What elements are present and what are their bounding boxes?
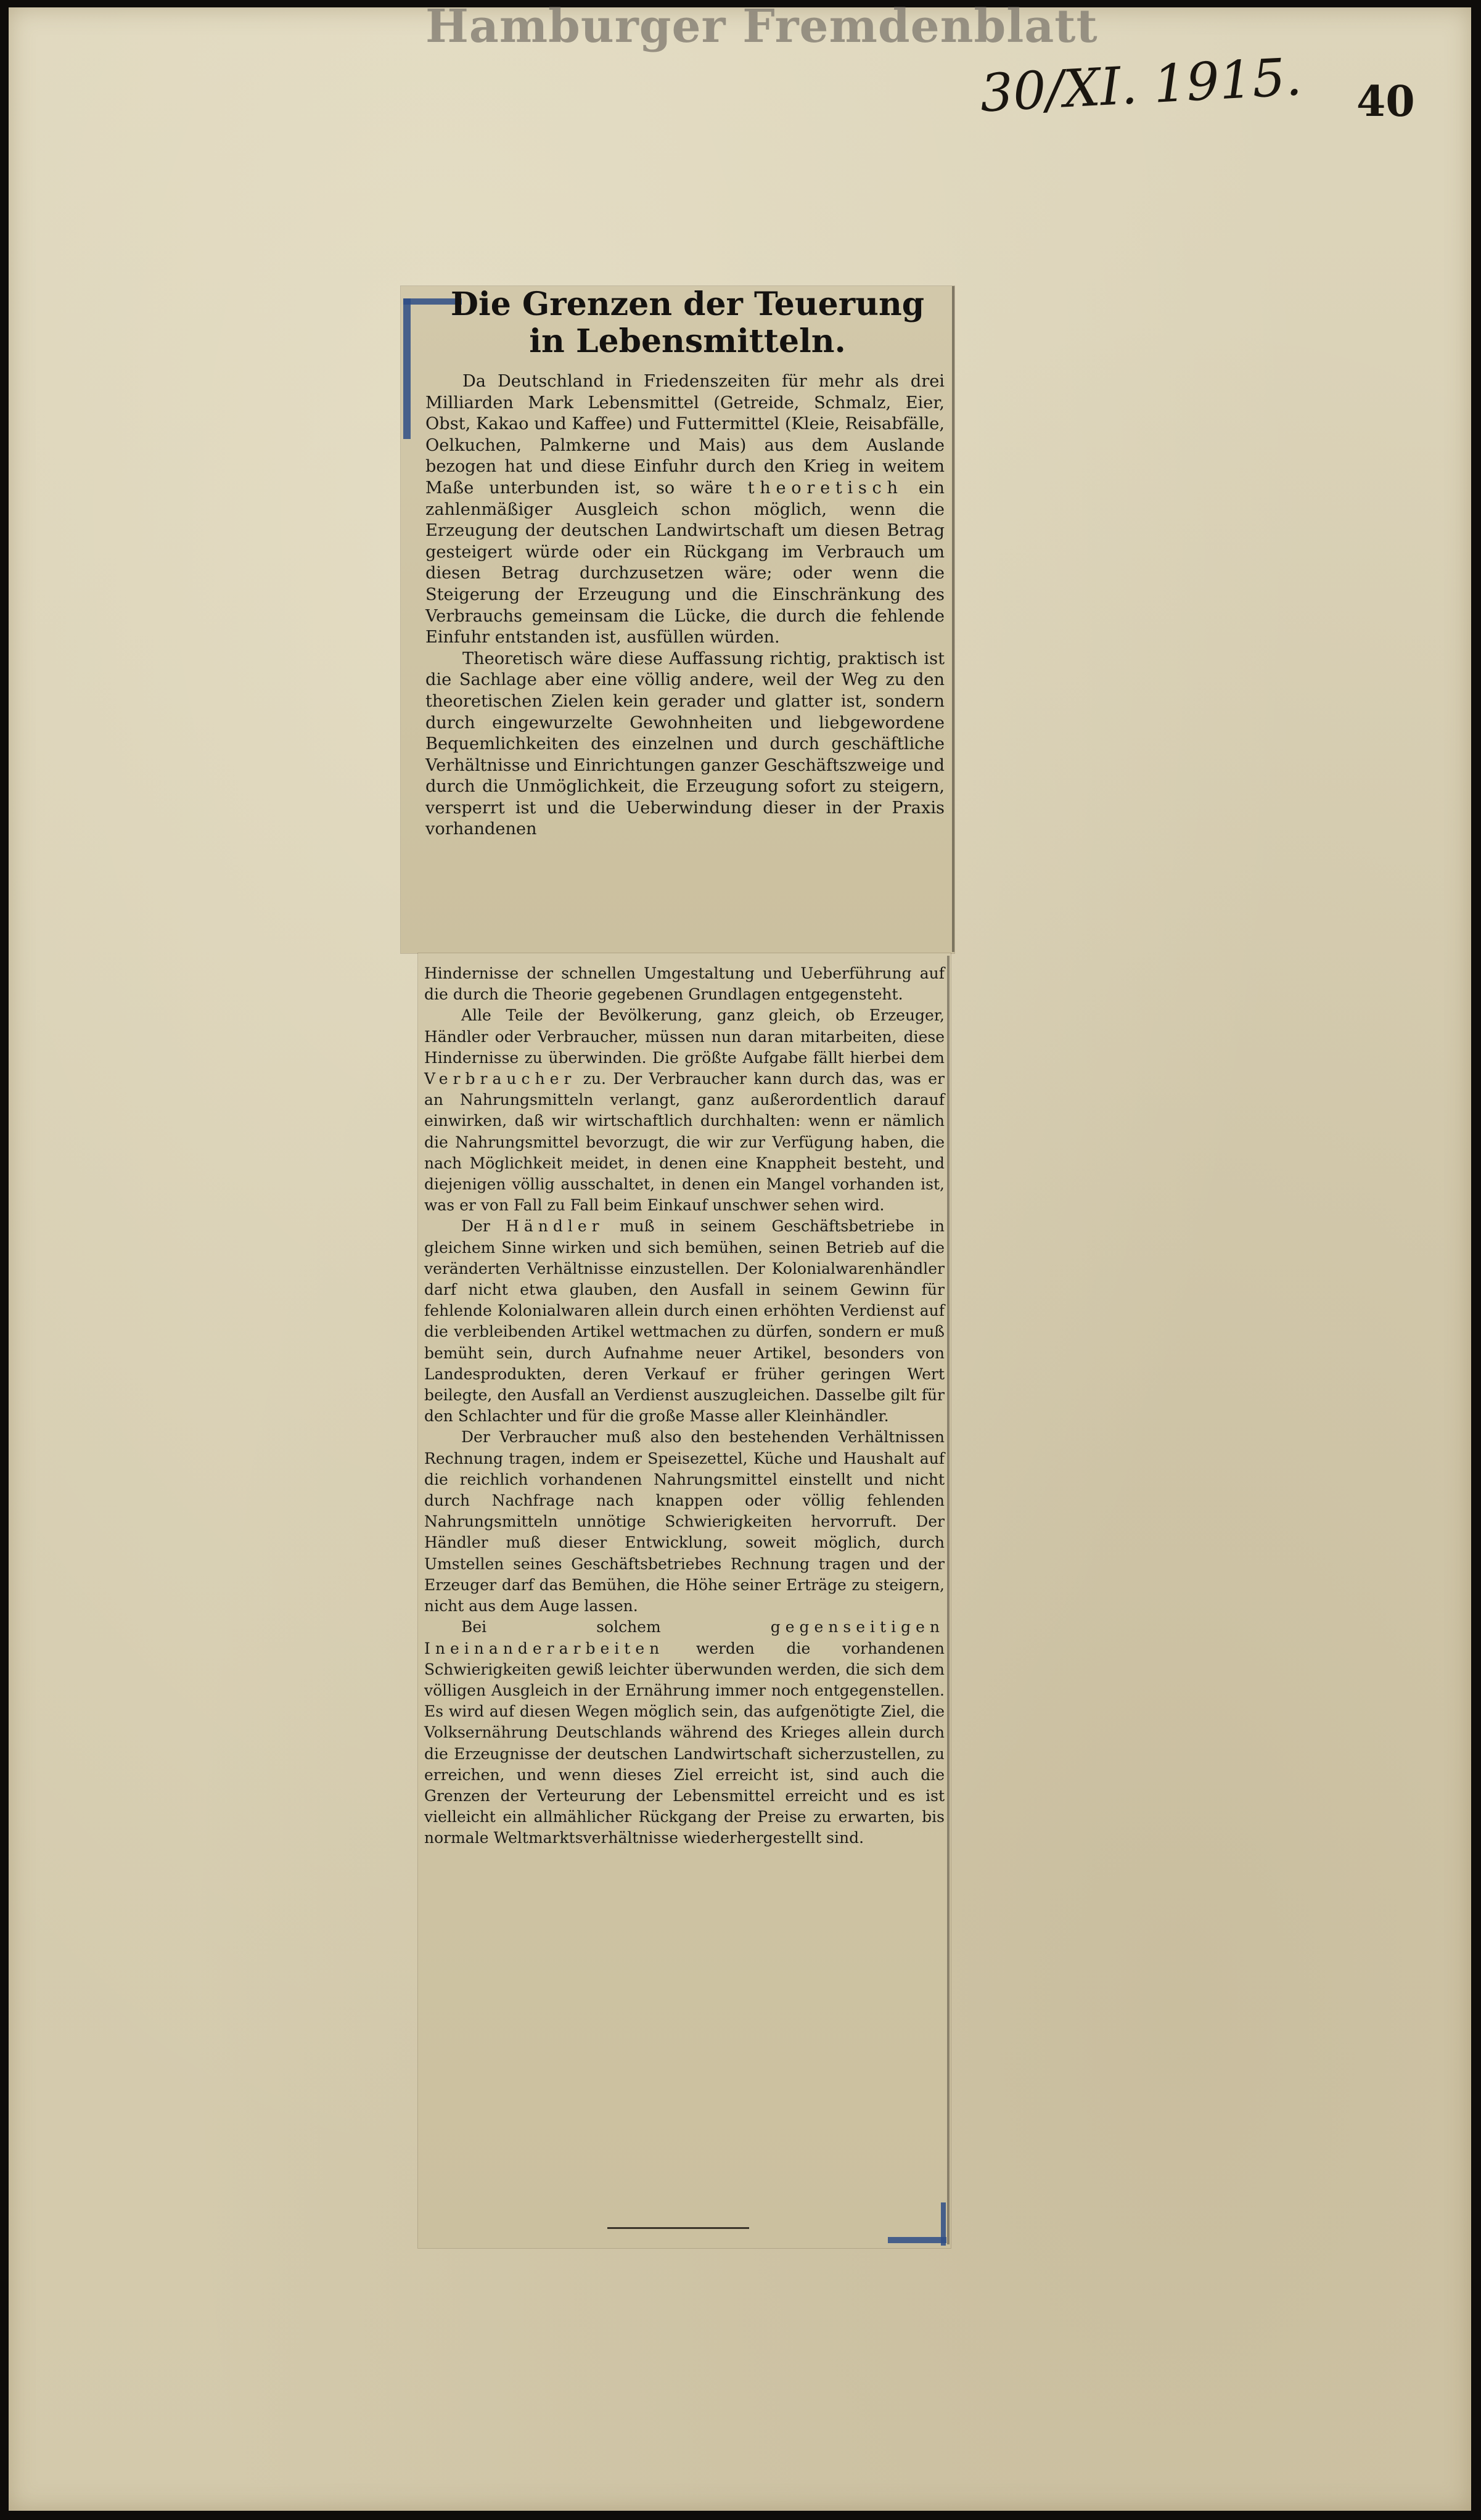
paragraph-text: Da Deutschland in Friedenszeiten für mehr als drei Milliarden Mark Lebensmittel (Getreide, Schmalz, Eier, Obst, Kakao und Kaffee) und Futtermittel (Kleie, Reisabfälle, Oelkuchen, Palmkerne und Mais) aus dem Auslande bezogen hat und diese Einfuhr durch den Krieg in weitem Maße unterbunden ist, so wäre: [425, 372, 945, 498]
emphasized-word: gegenseitigen Ineinanderarbeiten: [424, 1618, 945, 1657]
emphasized-word: Händler: [506, 1217, 604, 1236]
paragraph-text: Der: [461, 1217, 490, 1236]
paragraph-text: Alle Teile der Bevölkerung, ganz gleich, ob Erzeuger, Händler oder Verbraucher, müssen nun daran mitarbeiten, diese Hindernisse zu überwinden. Die größte Aufgabe fällt hierbei dem: [424, 1006, 945, 1067]
headline-line: Die Grenzen der Teuerung: [450, 285, 925, 323]
article-paragraph: [424, 1005, 945, 1216]
headline-line: in Lebensmitteln.: [529, 322, 846, 360]
clipping-edge: [947, 956, 950, 2244]
article-paragraph: [424, 1216, 945, 1427]
paragraph-text: werden die vorhandenen Schwierigkeiten gewiß leichter überwunden werden, die sich dem völligen Ausgleich in der Ernährung immer noch entgegenstellen. Es wird auf diesen Wegen möglich sein, das aufgenötigte Ziel, die Volksernährung Deutschlands während des Krieges allein durch die Erzeugnisse der deutschen Landwirtschaft sicherzustellen, zu erreichen, und wenn dieses Ziel erreicht ist, sind auch die Grenzen der Verteurung der Lebensmittel erreicht und es ist vielleicht ein allmählicher Rückgang der Preise zu erwarten, bis normale Weltmarktsverhältnisse wiederhergestellt sind.: [424, 1639, 945, 1847]
article-paragraph: Hindernisse der schnellen Umgestaltung und Ueberführung auf die durch die Theorie gegebenen Grundlagen entgegensteht.: [424, 964, 945, 1004]
blue-pencil-mark: [403, 298, 411, 439]
article-paragraph: Der Verbraucher muß also den bestehenden Verhältnissen Rechnung tragen, indem er Speisezettel, Küche und Haushalt auf die reichlich vorhandenen Nahrungsmittel einstellt und nicht durch Nachfrage nach knappen oder völlig fehlenden Nahrungsmitteln unnötige Schwierigkeiten hervorruft. Der Händler muß dieser Entwicklung, soweit möglich, durch Umstellen seines Geschäftsbetriebes Rechnung tragen und der Erzeuger darf das Bemühen, die Höhe seiner Erträge zu steigern, nicht aus dem Auge lassen.: [424, 1428, 945, 1615]
article-paragraph: Theoretisch wäre diese Auffassung richtig, praktisch ist die Sachlage aber eine völlig andere, weil der Weg zu den theoretischen Zielen kein gerader und glatter ist, sondern durch eingewurzelte Gewohnheiten und liebgewordene Bequemlichkeiten des einzelnen und durch geschäftliche Verhältnisse und Einrichtungen ganzer Geschäftszweige und durch die Unmöglichkeit, die Erzeugung sofort zu steigern, versperrt ist und die Ueberwindung dieser in der Praxis vorhandenen: [425, 649, 945, 839]
article-headline: [444, 286, 931, 360]
paragraph-text: Bei solchem: [461, 1618, 661, 1636]
handwritten-date: 30/XI. 1915.: [978, 46, 1303, 124]
blue-pencil-mark: [888, 2237, 946, 2243]
article-paragraph: [425, 371, 945, 649]
paragraph-text: ein zahlenmäßiger Ausgleich schon möglich, wenn die Erzeugung der deutschen Landwirtschaft um diesen Betrag gesteigert würde oder ein Rückgang im Verbrauch um diesen Betrag durchzusetzen wäre; oder wenn die Steigerung der Erzeugung und die Einschränkung des Verbrauchs gemeinsam die Lücke, die durch die fehlende Einfuhr entstanden ist, ausfüllen würden.: [425, 478, 945, 647]
article-paragraph: [424, 1617, 945, 1849]
clipping-edge: [952, 286, 954, 952]
emphasized-word: theoretisch: [747, 478, 903, 498]
newspaper-name-stamp: Hamburger Fremdenblatt: [425, 0, 1098, 53]
article-end-rule: [607, 2227, 749, 2229]
article-column-upper: [425, 371, 945, 945]
paragraph-text: muß in seinem Geschäftsbetriebe in gleichem Sinne wirken und sich bemühen, seinen Betrieb auf die veränderten Verhältnisse einzustellen. Der Kolonialwarenhändler darf nicht etwa glauben, den Ausfall in seinem Gewinn für fehlende Kolonialwaren allein durch einen erhöhten Verdienst auf die verbleibenden Artikel wettmachen zu dürfen, sondern er muß bemüht sein, durch Aufnahme neuer Artikel, besonders von Landesprodukten, deren Verkauf er früher geringen Wert beilegte, den Ausfall an Verdienst auszugleichen. Dasselbe gilt für den Schlachter und für die große Masse aller Kleinhändler.: [424, 1217, 945, 1426]
paragraph-text: zu. Der Verbraucher kann durch das, was er an Nahrungsmitteln verlangt, ganz außerordentlich darauf einwirken, daß wir wirtschaftlich durchhalten: wenn er nämlich die Nahrungsmittel bevorzugt, die wir zur Verfügung haben, die nach Möglichkeit meidet, in denen eine Knappheit besteht, und diejenigen völlig ausschaltet, in denen ein Mangel vorhanden ist, was er von Fall zu Fall beim Einkauf unschwer sehen wird.: [424, 1070, 945, 1215]
page-number: 40: [1356, 77, 1415, 126]
article-column-lower: [424, 963, 945, 2221]
emphasized-word: Verbraucher: [424, 1070, 576, 1088]
